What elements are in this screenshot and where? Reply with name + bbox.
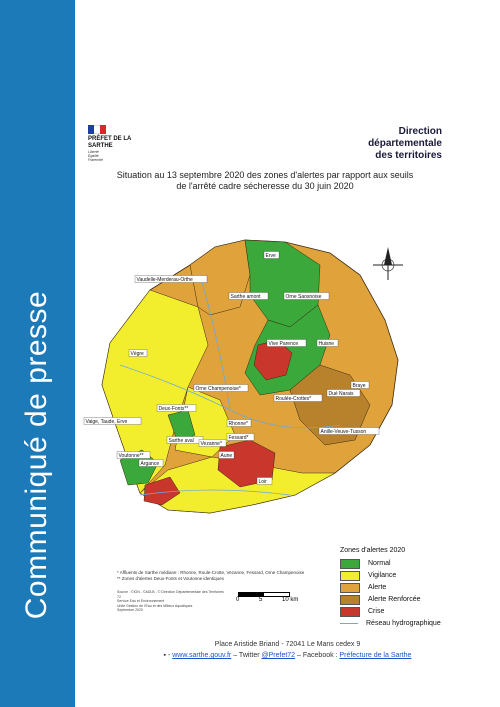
zone-label: Vaudelle-Merderau-Orthe	[136, 277, 193, 283]
legend-item	[340, 582, 450, 593]
scale-label-0: 0	[236, 597, 240, 603]
zone-label: Anille-Veuve-Tusson	[320, 429, 367, 435]
legend-network-label: Réseau hydrographique	[366, 620, 441, 627]
facebook-link[interactable]: Préfecture de la Sarthe	[339, 652, 412, 659]
legend-item	[340, 558, 450, 569]
map-title	[90, 170, 440, 192]
twitter-link[interactable]: @Prefet72	[261, 652, 296, 659]
zone-label: Erve	[265, 253, 276, 259]
zone-label: Vezanne*	[200, 441, 222, 447]
legend-item-network	[340, 618, 450, 629]
scale-label-5: 5	[259, 597, 263, 603]
prefet-name: PRÉFET DE LA SARTHE	[88, 136, 132, 149]
zone-label: Braye	[352, 383, 366, 389]
map-notes	[117, 570, 304, 582]
legend-title: Zones d'alertes 2020	[340, 547, 406, 554]
legend-item	[340, 570, 450, 581]
source-line-1: Source : ©IGN - ©ADLB - © Direction Départementale des Territoires 72	[117, 590, 224, 599]
facebook-prefix: – Facebook :	[297, 652, 338, 659]
prefet-logo	[88, 125, 148, 162]
motto-line-2: Égalité	[88, 154, 99, 158]
zone-label: Deux-Fonts**	[158, 406, 189, 412]
direction-line-2: départementale	[368, 138, 442, 149]
legend-swatch	[340, 571, 360, 581]
note-2: ** Zones d'alertes Deux-Fonts et Voutonne identiques	[117, 576, 224, 581]
twitter-prefix: – Twitter	[233, 652, 260, 659]
zone-label: Fessard*	[228, 435, 249, 441]
legend-label: Alerte Renforcée	[368, 596, 421, 603]
note-1: * Affluents de Sarthe médiane : Rhonne, Roule-Crotte, Vezanne, Fessard, Orne Champenoise	[117, 570, 305, 575]
legend	[340, 547, 450, 630]
source-line-2: Service Eau et Environnement	[117, 599, 165, 603]
legend-label: Vigilance	[368, 572, 397, 579]
legend-swatch	[340, 607, 360, 617]
zone-label: Aune	[220, 453, 233, 459]
legend-swatch	[340, 559, 360, 569]
zone-label: Voutonne**	[118, 453, 144, 459]
ddt-heading	[368, 126, 442, 162]
legend-items	[340, 558, 450, 617]
legend-swatch	[340, 595, 360, 605]
footer-links: ▪ - www.sarthe.gouv.fr – Twitter @Prefet72 – Facebook : Préfecture de la Sarthe	[163, 652, 412, 659]
sidebar-title: Communiqué de presse	[20, 290, 53, 620]
zone-label: Dué Narais	[328, 391, 354, 397]
website-link[interactable]: www.sarthe.gouv.fr	[172, 652, 232, 659]
zone-label: Sarthe aval	[168, 438, 194, 444]
legend-label: Normal	[368, 560, 391, 567]
scale-bar	[238, 592, 308, 610]
zone-label: Vive Parence	[268, 341, 299, 347]
source-line-3: Unité Gestion de l'Eau et des Milieux Aquatiques	[117, 603, 193, 608]
legend-item	[340, 594, 450, 605]
zone-label: Argance	[140, 461, 160, 467]
motto-line-3: Fraternité	[88, 158, 103, 162]
footer-address: Place Aristide Briand - 72041 Le Mans cedex 9	[214, 641, 361, 648]
zone-label: Rhonne*	[228, 421, 248, 427]
legend-label: Crise	[368, 608, 385, 615]
zone-label: Loir	[258, 479, 267, 485]
marianne-flag-icon	[88, 125, 106, 134]
direction-line-1: Direction	[398, 126, 442, 137]
source-credits	[117, 590, 227, 613]
source-line-4: Septembre 2020	[117, 608, 143, 612]
zone-label: Roulée-Crottes*	[275, 396, 312, 402]
zone-label: Sarthe amont	[230, 294, 261, 300]
zone-label: Orne Saosnoise	[285, 294, 322, 300]
drought-zones-map	[80, 195, 420, 535]
zone-label: Huisne	[318, 341, 335, 347]
river-line-swatch	[340, 623, 358, 625]
scale-label-10: 10 km	[282, 597, 299, 603]
legend-swatch	[340, 583, 360, 593]
legend-item	[340, 606, 450, 617]
zone-label: Orne Champenoise*	[195, 386, 241, 392]
link-bullet-icon: ▪	[163, 652, 167, 659]
title-line-2: de l'arrêté cadre sécheresse du 30 juin 2020	[176, 181, 354, 191]
zone-label: Vègre	[130, 351, 144, 357]
motto-line-1: Liberté	[88, 150, 99, 154]
press-release-sidebar	[0, 0, 75, 707]
zone-label: Vaige, Taude, Erve	[85, 419, 128, 425]
north-arrow-icon	[373, 247, 403, 280]
direction-line-3: des territoires	[375, 150, 442, 161]
title-line-1: Situation au 13 septembre 2020 des zones d'alertes par rapport aux seuils	[116, 170, 414, 180]
legend-label: Alerte	[368, 584, 387, 591]
